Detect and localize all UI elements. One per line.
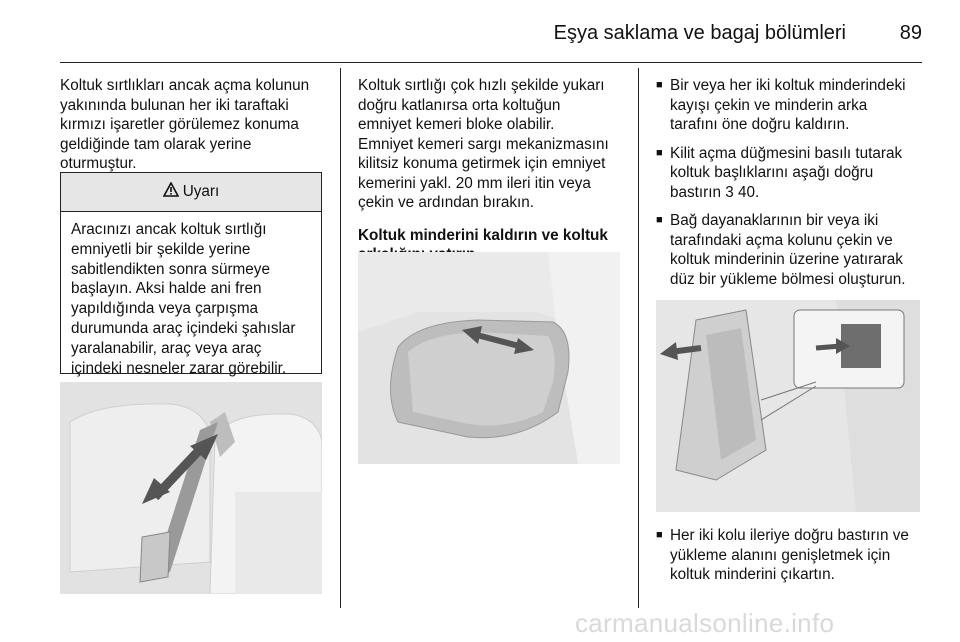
seat-belt-illustration [60,382,322,594]
bullet-marker: ■ [656,79,663,91]
seat-cushion-illustration [358,252,620,464]
section-title: Eşya saklama ve bagaj bölümleri [553,22,846,44]
page-header [60,14,922,63]
column-3-bottom [656,526,926,594]
bullet-marker: ■ [656,146,663,159]
bullet-marker: ■ [656,214,663,226]
warning-header [61,173,321,212]
column-2 [358,76,636,265]
cushion-removal-illustration [656,300,920,512]
warning-text: Aracınızı ancak koltuk sırtlığı emniyetli bir şekilde yerine sabitlendikten sonra sürmeye başlayın. Aksi halde ani fren yapıldığında veya çarpışma durumunda araç içindeki şahıslar yaralanabilir, araç veya araç içindeki nesneler zarar görebilir. [71,221,296,377]
list-item: ■ Bir veya her iki koltuk minderindeki kayışı çekin ve minderin arka tarafını öne doğru kaldırın. [656,77,906,133]
warning-title: Uyarı [182,183,220,200]
warning-triangle-icon [163,182,179,202]
column-divider [638,68,639,608]
section-heading: Koltuk minderini kaldırın ve koltuk [358,226,608,244]
column-divider [340,68,341,608]
body-paragraph: Koltuk sırtlığı çok hızlı şekilde yukarı doğru katlanırsa orta koltuğun emniyet kemeri bloke olabilir. Emniyet kemeri sargı mekanizmasını kilitsiz konuma getirmek için emniyet kemerini yakl. 20 mm ileri itin veya çekin ve ardından bırakın. [358,77,609,211]
body-paragraph: Koltuk sırtlıkları ancak açma kolunun yakınında bulunan her iki taraftaki kırmızı işaretler görülemez konuma geldiğinde tam olarak yerine oturmuştur. [60,77,310,172]
list-item: ■ Kilit açma düğmesini basılı tutarak koltuk başlıklarını aşağı doğru bastırın 3 40. [656,144,903,201]
list-item: ■ Her iki kolu ileriye doğru bastırın ve yükleme alanını genişletmek için koltuk minderini çıkartın. [656,527,909,583]
warning-box [60,172,322,377]
watermark: carmanualsonline.info [575,608,835,638]
page-number: 89 [899,22,922,44]
bullet-marker: ■ [656,529,663,541]
column-3 [656,76,926,319]
list-item: ■ Bağ dayanaklarının bir veya iki tarafındaki açma kolunu çekin ve koltuk minderinin üzerine yatırarak düz bir yükleme bölmesi oluşturun. [656,212,906,288]
column-1 [60,76,332,174]
